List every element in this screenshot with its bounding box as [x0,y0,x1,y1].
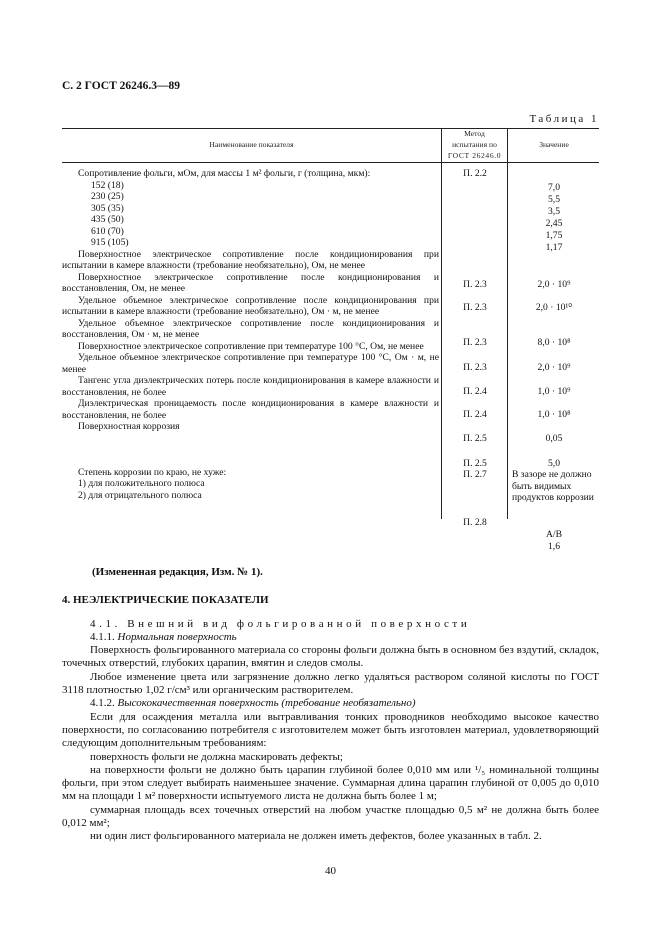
table-cell: 0,05 [545,433,563,444]
table-cell: 915 (105) [91,237,129,248]
table-cell: П. 2.3 [463,337,487,348]
table-col-divider-1 [441,128,442,519]
table-cell: 610 (70) [91,225,124,237]
page-number: 40 [325,865,336,877]
paragraph-heading: 4.1. Внешний вид фольгированной поверхности [90,617,471,630]
table-header-rule [62,162,599,163]
table-caption: Таблица 1 [529,113,599,125]
table-cell: 2,0 · 10¹⁰ [535,302,573,313]
paragraph: ни один лист фольгированного материала не должен иметь дефектов, более указанных в табл. 2. [90,830,542,843]
table-cell: 1,75 [545,230,563,241]
clause-title: Нормальная поверхность [117,630,237,643]
table-cell: Удельное объемное электрическое сопротивление после кондиционирования и восстановления, Ом · м, не менее [62,317,439,340]
table-cell: Сопротивление фольги, мОм, для массы 1 м² фольги, г (толщина, мкм): [78,168,371,179]
table-cell: 1,17 [545,242,563,253]
table-cell: П. 2.7 [463,469,487,480]
table-cell: П. 2.4 [463,409,487,420]
table-cell: Поверхностное электрическое сопротивление после кондиционирования при испытании в камере влажности (требование необязательно), Ом, не менее [62,248,439,271]
table-cell: П. 2.4 [463,386,487,397]
header-method-1: Метод [464,129,485,138]
body-text [62,566,599,844]
table-cell: 152 (18) [91,179,124,191]
table-col-value [508,168,600,552]
table-cell: П. 2.5 [463,433,487,444]
table-cell: Степень коррозии по краю, не хуже: [78,466,227,478]
table-cell: 1) для положительного полюса [78,478,205,489]
table-cell: 7,0 [548,182,560,193]
section-title: 4. НЕЭЛЕКТРИЧЕСКИЕ ПОКАЗАТЕЛИ [62,594,269,607]
table-cell: Тангенс угла диэлектрических потерь после кондиционирования в камере влажности и восстановления, не более [62,375,439,398]
table-cell: Диэлектрическая проницаемость после кондиционирования в камере влажности и восстановления, не более [62,398,439,421]
paragraph-heading [62,697,599,710]
table-cell: Удельное объемное электрическое сопротивление после кондиционирования при испытании в камере влажности (требование необязательно), Ом · м, не менее [62,294,439,317]
table-cell: 1,0 · 10⁹ [537,386,571,397]
table-cell: 2,0 · 10⁹ [537,362,571,373]
table-cell: 5,0 [548,458,560,469]
table-cell: 2,45 [545,218,563,229]
table-cell: П. 2.5 [463,458,487,469]
table-cell: 3,5 [548,206,560,217]
table-cell: В зазоре не должно быть видимых продуктов коррозии [512,469,594,503]
table-cell: Поверхностное электрическое сопротивление после кондиционирования и восстановления, Ом, не менее [62,271,439,294]
table-cell: 2) для отрицательного полюса [78,489,202,501]
table-cell: П. 2.3 [463,302,487,313]
table-cell: Поверхностное электрическое сопротивление при температуре 100 °С, Ом, не менее [78,340,424,352]
table-cell: 5,5 [548,194,560,205]
clause-number: 4.1.1. [90,630,115,643]
header-name: Наименование показателя [209,140,294,149]
table-col-method [444,168,506,528]
paragraph: суммарная площадь всех точечных отверстий на любом участке площадью 0,5 м² не должна быть более 0,012 мм²; [62,803,599,830]
clause-number: 4.1.2. [90,697,115,710]
page-header: С. 2 ГОСТ 26246.3—89 [62,80,181,92]
table-cell: Поверхностная коррозия [78,421,180,432]
table-cell: П. 2.8 [463,517,487,528]
paragraph: поверхность фольги не должна маскировать дефекты; [90,750,343,763]
table-cell: 2,0 · 10⁹ [537,279,571,290]
table-col-name [62,168,439,501]
table-cell: 1,0 · 10⁸ [537,409,571,420]
paragraph: Поверхность фольгированного материала со стороны фольги должна быть в основном без вздутий, складок, точечных отверстий, глубоких царапин, вмятин и следов смолы. [62,644,599,670]
table-cell: 435 (50) [91,214,124,225]
table-cell: 305 (35) [91,202,124,214]
table-cell: 8,0 · 10⁸ [537,337,571,348]
paragraph: на поверхности фольги не должно быть царапин глубиной более 0,010 мм или ¹/₅ номинальной толщины фольги, при этом следует выбирать наименьшее значение. Суммарная длина царапин глубиной от 0,005 до 0,010 мм на площади 1 м² поверхности испытуемого листа не должна быть более 1 м; [62,763,599,803]
paragraph: Если для осаждения металла или вытравливания тонких проводников необходимо высокое качество поверхности, по согласованию потребителя с изготовителем может быть изготовлен материал, удовлетворяющий следующим дополнительным требованиям: [62,710,599,750]
header-method-2: испытания по [452,140,497,149]
paragraph: Любое изменение цвета или загрязнение должно легко удаляться раствором соляной кислоты по ГОСТ 3118 плотностью 1,02 г/см³ или органическим растворителем. [62,670,599,697]
paragraph-heading [62,631,599,644]
table-cell: П. 2.3 [463,279,487,290]
table-cell: 230 (25) [91,191,124,202]
amendment-note: (Измененная редакция, Изм. № 1). [92,566,263,578]
header-value: Значение [539,140,569,149]
table-cell: Удельное объемное электрическое сопротивление при температуре 100 °С, Ом · м, не менее [62,352,439,375]
table-cell: П. 2.3 [463,362,487,373]
table-cell: А/В [546,529,562,540]
table-cell: 1,6 [548,541,560,552]
clause-title: Высококачественная поверхность (требование необязательно) [117,697,416,710]
header-method-3: ГОСТ 26246.0 [447,151,502,160]
table-cell: П. 2.2 [463,168,487,179]
table-top-rule [62,128,599,129]
